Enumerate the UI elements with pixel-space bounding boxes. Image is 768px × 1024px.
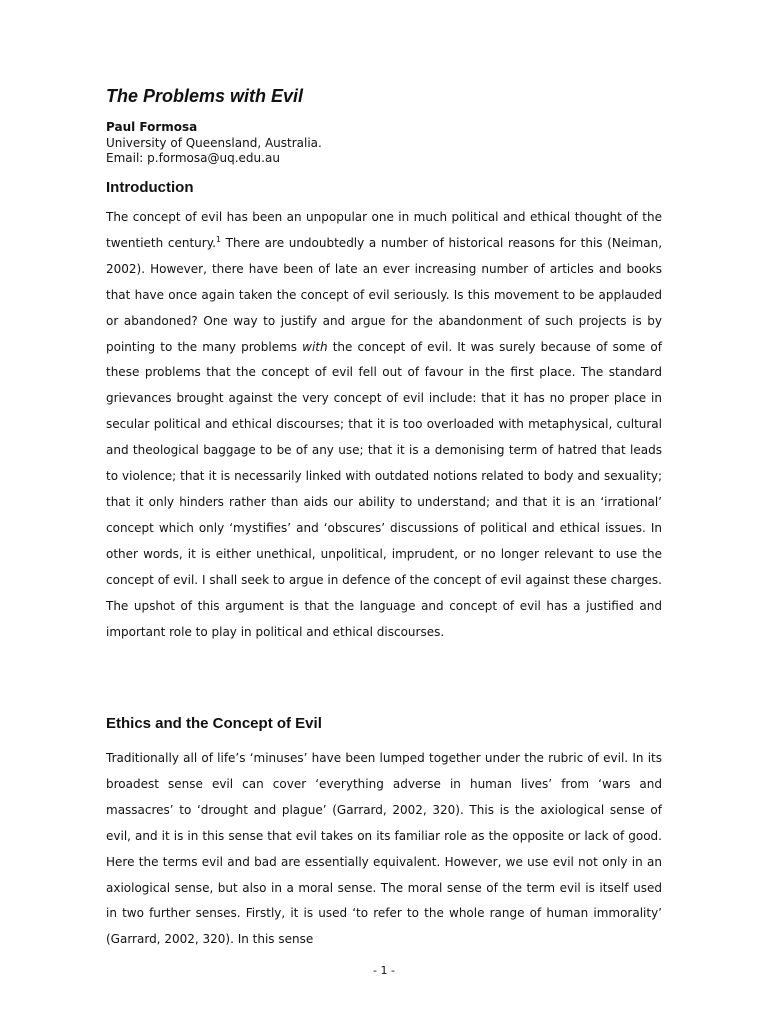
author-affiliation: University of Queensland, Australia. xyxy=(106,135,322,150)
intro-text-part-1: The concept of evil has been an unpopular one in much political and ethical thought of the twentieth century. xyxy=(106,210,662,250)
ethics-text: Traditionally all of life’s ‘minuses’ have been lumped together under the rubric of evil. In its broadest sense evil can cover ‘everything adverse in human lives’ from ‘wars and massacres’ to ‘drought and plague’ (Garrard, 2002, 320). This is the axiological sense of evil, and it is in this sense that evil takes on its familiar role as the opposite or lack of good. Here the terms evil and bad are essentially equivalent. However, we use evil not only in an axiological sense, but also in a moral sense. The moral sense of the term evil is itself used in two further senses. Firstly, it is used ‘to refer to the whole range of human immorality’ (Garrard, 2002, 320). In this sense xyxy=(106,751,662,947)
author-email: Email: p.formosa@uq.edu.au xyxy=(106,151,280,165)
page-number: - 1 - xyxy=(373,964,395,977)
paper-title: The Problems with Evil xyxy=(106,86,304,106)
footnote-reference[interactable]: 1 xyxy=(215,234,222,244)
intro-text-part-2: There are undoubtedly a number of historical reasons for this (Neiman, 2002). However, there have been of late an ever increasing number of articles and books that have once again taken the concept of evil seriously. Is this movement to be applauded or abandoned? One way to justify and argue for the abandonment of such projects is by pointing to the many problems xyxy=(106,235,663,354)
author-block xyxy=(106,120,322,167)
intro-text-part-3: the concept of evil. It was surely because of some of these problems that the concept of evil fell out of favour in the first place. The standard grievances brought against the very concept of evil include: that it has no proper place in secular political and ethical discourses; that it is too overloaded with metaphysical, cultural and theological baggage to be of any use; that it is a demonising term of hatred that leads to violence; that it is necessarily linked with outdated notions related to body and sexuality; that it only hinders rather than aids our ability to understand; and that it is an ‘irrational’ concept which only ‘mystifies’ and ‘obscures’ discussions of political and ethical issues. In other words, it is either unethical, unpolitical, imprudent, or no longer relevant to use the concept of evil. I shall seek to argue in defence of the concept of evil against these charges. The upshot of this argument is that the language and concept of evil has a justified and important role to play in political and ethical discourses. xyxy=(106,339,662,639)
introduction-paragraph xyxy=(106,205,662,645)
section-heading-introduction: Introduction xyxy=(106,179,194,196)
ethics-paragraph xyxy=(106,746,662,953)
author-name: Paul Formosa xyxy=(106,120,198,134)
section-heading-ethics: Ethics and the Concept of Evil xyxy=(106,715,322,732)
intro-emphasis: with xyxy=(302,339,328,354)
